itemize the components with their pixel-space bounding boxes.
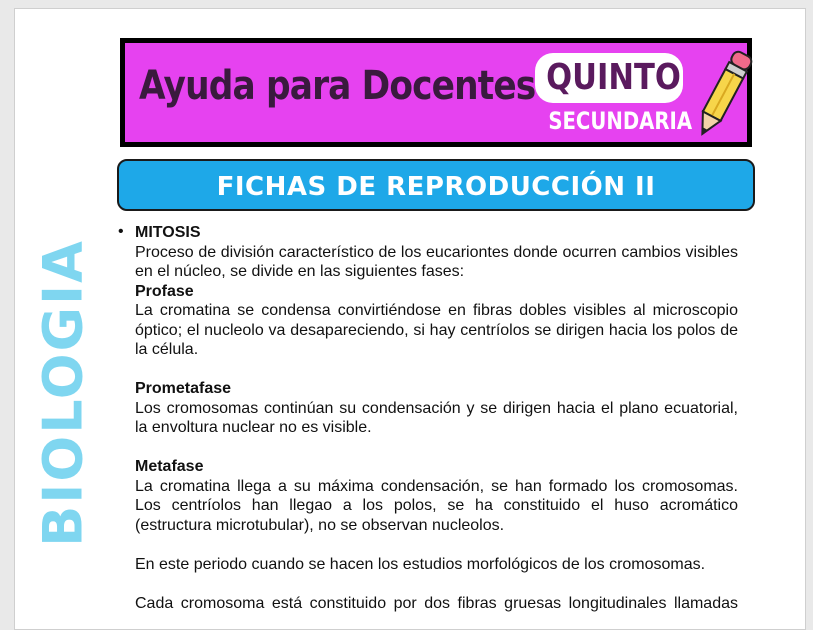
- header-banner: [120, 38, 752, 147]
- note-paragraph: En este periodo cuando se hacen los estudios morfológicos de los cromosomas.: [135, 555, 706, 573]
- phase-text-metafase: La cromatina llega a su máxima condensación, se han formado los cromosomas. Los centríolos han llegao a los polos, se ha constituido el huso acromático (estructura microtubular), no se observan nucleolos.: [135, 477, 738, 534]
- title-bar: [117, 159, 755, 211]
- phase-text-prometafase: Los cromosomas continúan su condensación y se dirigen hacia el plano ecuatorial, la envoltura nuclear no es visible.: [135, 399, 738, 436]
- grade-label: QUINTO: [546, 57, 681, 98]
- intro-paragraph: Proceso de división característico de los eucariontes donde ocurren cambios visibles en el núcleo, se divide en las siguientes fases:: [135, 243, 738, 280]
- last-paragraph: Cada cromosoma está constituido por dos fibras gruesas longitudinales llamadas: [135, 594, 738, 612]
- subject-side-label: BIOLOGIA: [31, 239, 95, 547]
- document-page: [14, 8, 806, 630]
- document-content: [118, 223, 738, 613]
- phase-heading-metafase: Metafase: [135, 458, 204, 475]
- pencil-icon: [693, 47, 753, 143]
- header-banner-fill: [125, 43, 747, 142]
- grade-box: [535, 53, 683, 103]
- topic-item: [118, 223, 738, 243]
- phase-heading-prometafase: Prometafase: [135, 380, 232, 397]
- phase-heading-profase: Profase: [135, 282, 194, 300]
- page-title: FICHAS DE REPRODUCCIÓN II: [216, 172, 656, 202]
- level-label: SECUNDARIA: [548, 107, 693, 135]
- brand-title: Ayuda para Docentes: [139, 63, 536, 109]
- bullet-icon: •: [118, 223, 124, 240]
- phase-text-profase: La cromatina se condensa convirtiéndose en fibras dobles visibles al microscopio óptico; el nucleolo va desapareciendo, si hay centríolos se dirigen hacia los polos de la célula.: [135, 302, 738, 358]
- topic-heading: MITOSIS: [135, 224, 201, 241]
